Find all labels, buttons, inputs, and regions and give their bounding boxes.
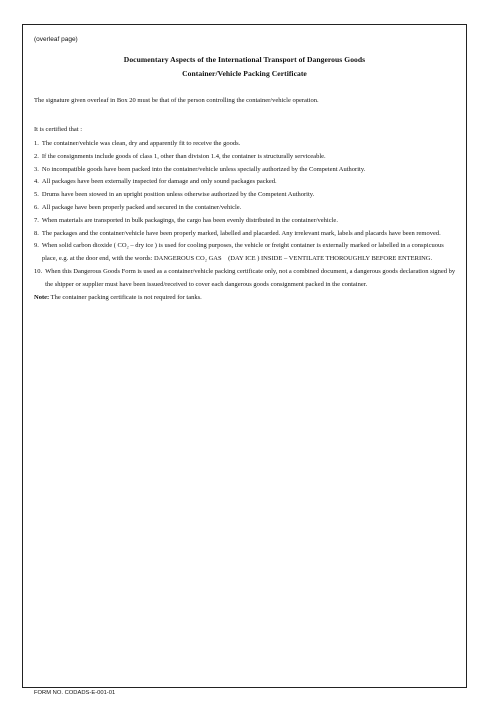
list-item bbox=[34, 176, 458, 189]
item-number: 5. bbox=[34, 191, 39, 199]
list-item bbox=[34, 215, 458, 228]
certified-lead: It is certified that : bbox=[34, 126, 83, 133]
item-text: If the consignments include goods of class 1, other than division 1.4, the container is structurally serviceable. bbox=[41, 152, 326, 160]
item-text: No incompatible goods have been packed into the container/vehicle unless specially authorized by the Competent Authority. bbox=[41, 165, 366, 173]
item-text: The packages and the container/vehicle have been properly marked, labelled and placarded. Any irrelevant mark, labels and placards have been removed. bbox=[41, 229, 441, 237]
item-number: 10. bbox=[34, 267, 43, 275]
certification-list bbox=[34, 138, 458, 304]
item-text: When materials are transported in bulk packagings, the cargo has been evenly distributed in the container/vehicle. bbox=[41, 216, 338, 224]
list-item bbox=[34, 151, 458, 164]
item-text: When this Dangerous Goods Form is used as a container/vehicle packing certificate only, not a combined document, a dangerous goods declaration signed by the shipper or supplier must have been issued/received to cover each dangerous goods consignment packed in the container. bbox=[45, 267, 456, 288]
signature-instruction: The signature given overleaf in Box 20 must be that of the person controlling the container/vehicle operation. bbox=[34, 97, 319, 104]
form-number: FORM NO. CODADS-E-001-01 bbox=[34, 690, 116, 696]
item-number: 1. bbox=[34, 140, 39, 147]
list-item bbox=[34, 266, 458, 292]
overleaf-label: (overleaf page) bbox=[34, 36, 78, 43]
item-number: 6. bbox=[34, 203, 39, 211]
document-title: Documentary Aspects of the International Transport of Dangerous Goods bbox=[123, 55, 366, 64]
list-item bbox=[34, 138, 458, 151]
document-subtitle: Container/Vehicle Packing Certificate bbox=[182, 69, 307, 78]
list-item bbox=[34, 202, 458, 215]
item-text: Drums have been stowed in an upright position unless otherwise authorized by the Competent Authority. bbox=[41, 191, 315, 199]
item-text: All package have been properly packed and secured in the container/vehicle. bbox=[41, 203, 242, 211]
item-number: 8. bbox=[34, 229, 39, 237]
item-number: 4. bbox=[34, 178, 39, 186]
item-number: 7. bbox=[34, 216, 39, 224]
item-number: 2. bbox=[34, 152, 39, 160]
item-text: When solid carbon dioxide ( CO₂ – dry ice ) is used for cooling purposes, the vehicle or freight container is externally marked or labelled in a conspicuous place, e.g. at the door end, with the words: DANGEROUS CO₂ GAS (DAY ICE ) INSIDE – VENTILATE THOROUGHLY BEFORE ENTERING. bbox=[41, 242, 444, 263]
item-text: All packages have been externally inspected for damage and only sound packages packed. bbox=[41, 178, 277, 186]
item-number: 3. bbox=[34, 165, 39, 173]
list-item bbox=[34, 189, 458, 202]
item-text: The container/vehicle was clean, dry and apparently fit to receive the goods. bbox=[41, 140, 241, 147]
note bbox=[34, 292, 458, 305]
note-text: The container packing certificate is not required for tanks. bbox=[49, 293, 202, 301]
list-item bbox=[34, 228, 458, 241]
list-item bbox=[34, 164, 458, 177]
item-number: 9. bbox=[34, 242, 39, 250]
list-item bbox=[34, 240, 458, 266]
page-border bbox=[22, 24, 467, 688]
note-label: Note: bbox=[34, 293, 50, 301]
